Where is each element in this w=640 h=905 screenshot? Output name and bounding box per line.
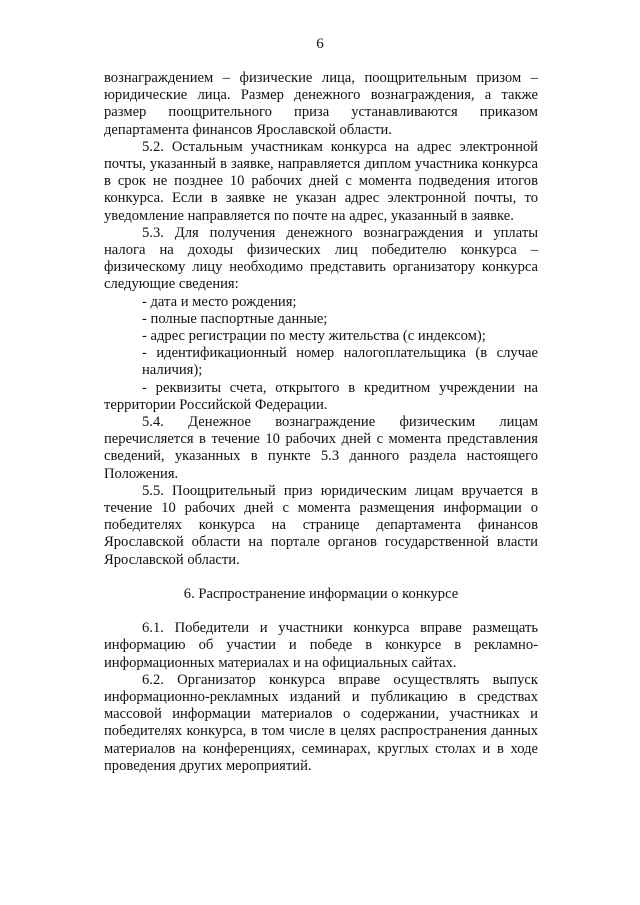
list-item: - идентификационный номер налогоплательщика (в случае наличия); bbox=[142, 345, 538, 379]
list-item: - реквизиты счета, открытого в кредитном учреждении на территории Российской Федерации. bbox=[104, 379, 538, 413]
list-item: - адрес регистрации по месту жительства (с индексом); bbox=[142, 328, 486, 345]
paragraph-5-4: 5.4. Денежное вознаграждение физическим лицам перечисляется в течение 10 рабочих дней с момента представления сведений, указанных в пункте 5.3 данного раздела настоящего Положения. bbox=[104, 414, 538, 482]
list-item: - дата и место рождения; bbox=[142, 293, 297, 310]
paragraph-6-2: 6.2. Организатор конкурса вправе осуществлять выпуск информационно-рекламных изданий и публикацию в средствах массовой информации материалов о содержании, участниках и победителях конкурса, в том числе в целях распространения данных материалов на конференциях, семинарах, круглых столах и в ходе проведения других мероприятий. bbox=[104, 671, 538, 774]
paragraph-5-5: 5.5. Поощрительный приз юридическим лицам вручается в течение 10 рабочих дней с момента размещения информации о победителях конкурса на странице департамента финансов Ярославской области на портале органов государственной власти Ярославской области. bbox=[104, 482, 538, 568]
paragraph-continuation: вознаграждением – физические лица, поощрительным призом – юридические лица. Размер денежного вознаграждения, а также размер поощрительного приза устанавливаются приказом департамента финансов Ярославской области. bbox=[104, 70, 538, 138]
page-number: 6 bbox=[316, 36, 324, 52]
paragraph-5-3: 5.3. Для получения денежного вознаграждения и уплаты налога на доходы физических лиц победителю конкурса – физическому лицу необходимо представить организатору конкурса следующие сведения: bbox=[104, 224, 538, 293]
document-body bbox=[104, 70, 538, 775]
paragraph-6-1: 6.1. Победители и участники конкурса вправе размещать информацию об участии и победе в конкурсе в рекламно-информационных материалах и на официальных сайтах. bbox=[104, 620, 538, 671]
paragraph-5-2: 5.2. Остальным участникам конкурса на адрес электронной почты, указанный в заявке, направляется диплом участника конкурса в срок не позднее 10 рабочих дней с момента подведения итогов конкурса. Если в заявке не указан адрес электронной почты, то уведомление направляется по почте на адрес, указанный в заявке. bbox=[104, 138, 538, 224]
list-item: - полные паспортные данные; bbox=[142, 310, 328, 327]
section-heading: 6. Распространение информации о конкурсе bbox=[183, 585, 459, 602]
